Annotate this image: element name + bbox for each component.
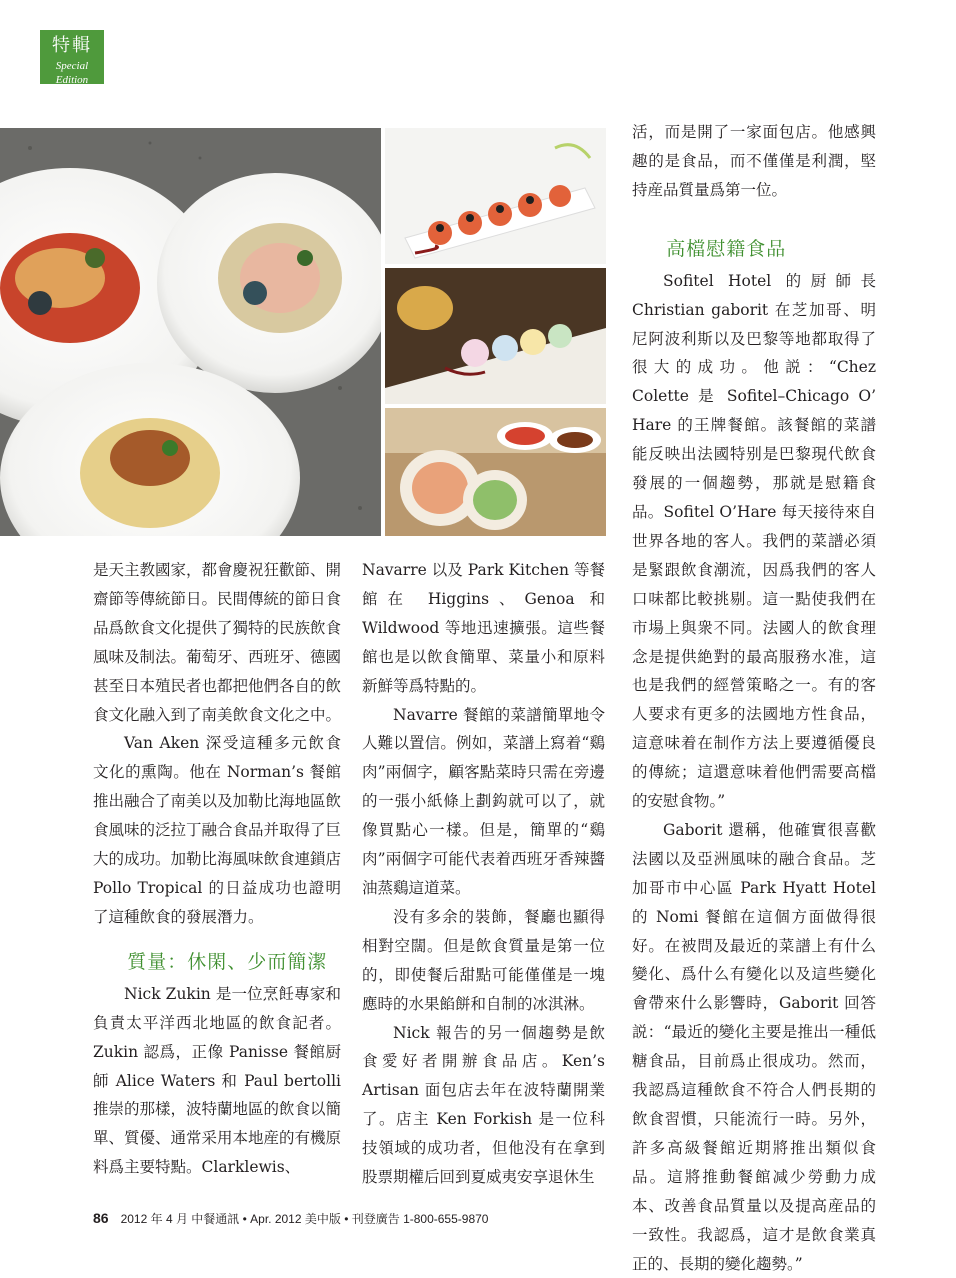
paragraph: Sofitel Hotel 的厨師長 Christian gaborit 在芝加哥、明尼阿波利斯以及巴黎等地都取得了很大的成功。他説：“Chez Colette 是 Sofitel–Chicago O’ Hare 的王牌餐館。該餐館的菜譜能反映出法國特别是巴黎現代飲食發展的一個趨勢，那就是慰籍食品。Sofitel O’Hare 每天接待來自世界各地的客人。我們的菜譜必須是緊跟飲食潮流，因爲我們的客人口味都比較挑剔。這一點使我們在市場上與衆不同。法國人的飲食理念是提供絶對的最高服務水准，這也是我們的經營策略之一。有的客人要求有更多的法國地方性食品，這意味着在制作方法上要遵循優良的傳統；這還意味着他們需要高檔的安慰食物。” [632, 271, 876, 811]
spring-rolls-photo [385, 408, 606, 536]
salmon-rolls-photo [385, 128, 606, 264]
paragraph: Van Aken 深受這種多元飲食文化的熏陶。他在 Norman’s 餐館推出融合了南美以及加勒比海地區飲食風味的泛拉丁融合食品并取得了巨大的成功。加勒比海風味飲食連鎖店 Pollo Tropical 的日益成功也證明了這種飲食的發展潛力。 [93, 734, 342, 926]
paragraph: 是天主教國家，都會慶祝狂歡節、開齋節等傳統節日。民間傳統的節日食品爲飲食文化提供了獨特的民族飲食風味及制法。葡萄牙、西班牙、德國甚至日本殖民者也都把他們各自的飲食文化融入到了南美飲食文化之中。 [93, 561, 342, 724]
paragraph: Nick 報告的另一個趨勢是飲食愛好者開辦食品店。Ken’s Artisan 面包店去年在波特蘭開業了。店主 Ken Forkish 是一位科技領域的成功者，但他没有在拿到股票期權后回到夏威夷安享退休生 [362, 1023, 605, 1187]
text-column-1 [93, 556, 341, 1182]
paragraph: Navarre 以及 Park Kitchen 等餐館在 Higgins、Genoa 和 Wildwood 等地迅速擴張。這些餐館也是以飲食簡單、菜量小和原料新鮮等爲特點的。 [362, 561, 605, 695]
badge-subtitle: Special Edition [55, 60, 89, 86]
page-number: 86 [93, 1210, 109, 1226]
section-heading: 質量：休閑、少而簡潔 [127, 950, 328, 973]
section-heading: 高檔慰籍食品 [666, 237, 787, 260]
page-footer [93, 1210, 488, 1227]
text-column-2 [362, 556, 605, 1192]
text-column-3 [632, 118, 876, 1278]
footer-info: 2012 年 4 月 中餐通訊 • Apr. 2012 美中版 • 刊登廣告 1-800-655-9870 [120, 1212, 489, 1226]
dumplings-photo [385, 268, 606, 404]
paragraph: 没有多余的裝飾，餐廳也顯得相對空闊。但是飲食質量是第一位的，即使餐后甜點可能僅僅是一塊應時的水果餡餅和自制的冰淇淋。 [362, 907, 605, 1013]
pasta-dishes-photo [0, 128, 381, 536]
paragraph: 活，而是開了一家面包店。他感興趣的是食品，而不僅僅是利潤，堅持産品質量爲第一位。 [632, 123, 876, 199]
paragraph: Gaborit 還稱，他確實很喜歡法國以及亞洲風味的融合食品。芝加哥市中心區 Park Hyatt Hotel 的 Nomi 餐館在這個方面做得很好。在被問及最近的菜譜上有什么變化、爲什么有變化以及這些變化會帶來什么影響時，Gaborit 回答説：“最近的變化主要是推出一種低糖食品，目前爲止很成功。然而，我認爲這種飲食不符合人們長期的飲食習慣，只能流行一時。另外，許多高級餐館近期將推出類似食品。這將推動餐館减少勞動力成本、改善食品質量以及提高産品的一致性。我認爲，這才是飲食業真正的、長期的變化趨勢。” [632, 820, 876, 1273]
special-edition-badge [40, 30, 104, 84]
paragraph: Navarre 餐館的菜譜簡單地令人難以置信。例如，菜譜上寫着“鷄肉”兩個字，顧客點菜時只需在旁邊的一張小紙條上劃鈎就可以了，就像買點心一樣。但是，簡單的“鷄肉”兩個字可能代表着西班牙香辣醬油蒸鷄這道菜。 [362, 705, 605, 897]
badge-title: 特輯 [52, 35, 92, 56]
paragraph: Nick Zukin 是一位烹飪專家和負責太平洋西北地區的飲食記者。Zukin 認爲，正像 Panisse 餐館厨師 Alice Waters 和 Paul bertolli 推崇的那樣，波特蘭地區的飲食以簡單、質優、通常采用本地産的有機原料爲主要特點。Clarklewis、 [93, 984, 342, 1177]
